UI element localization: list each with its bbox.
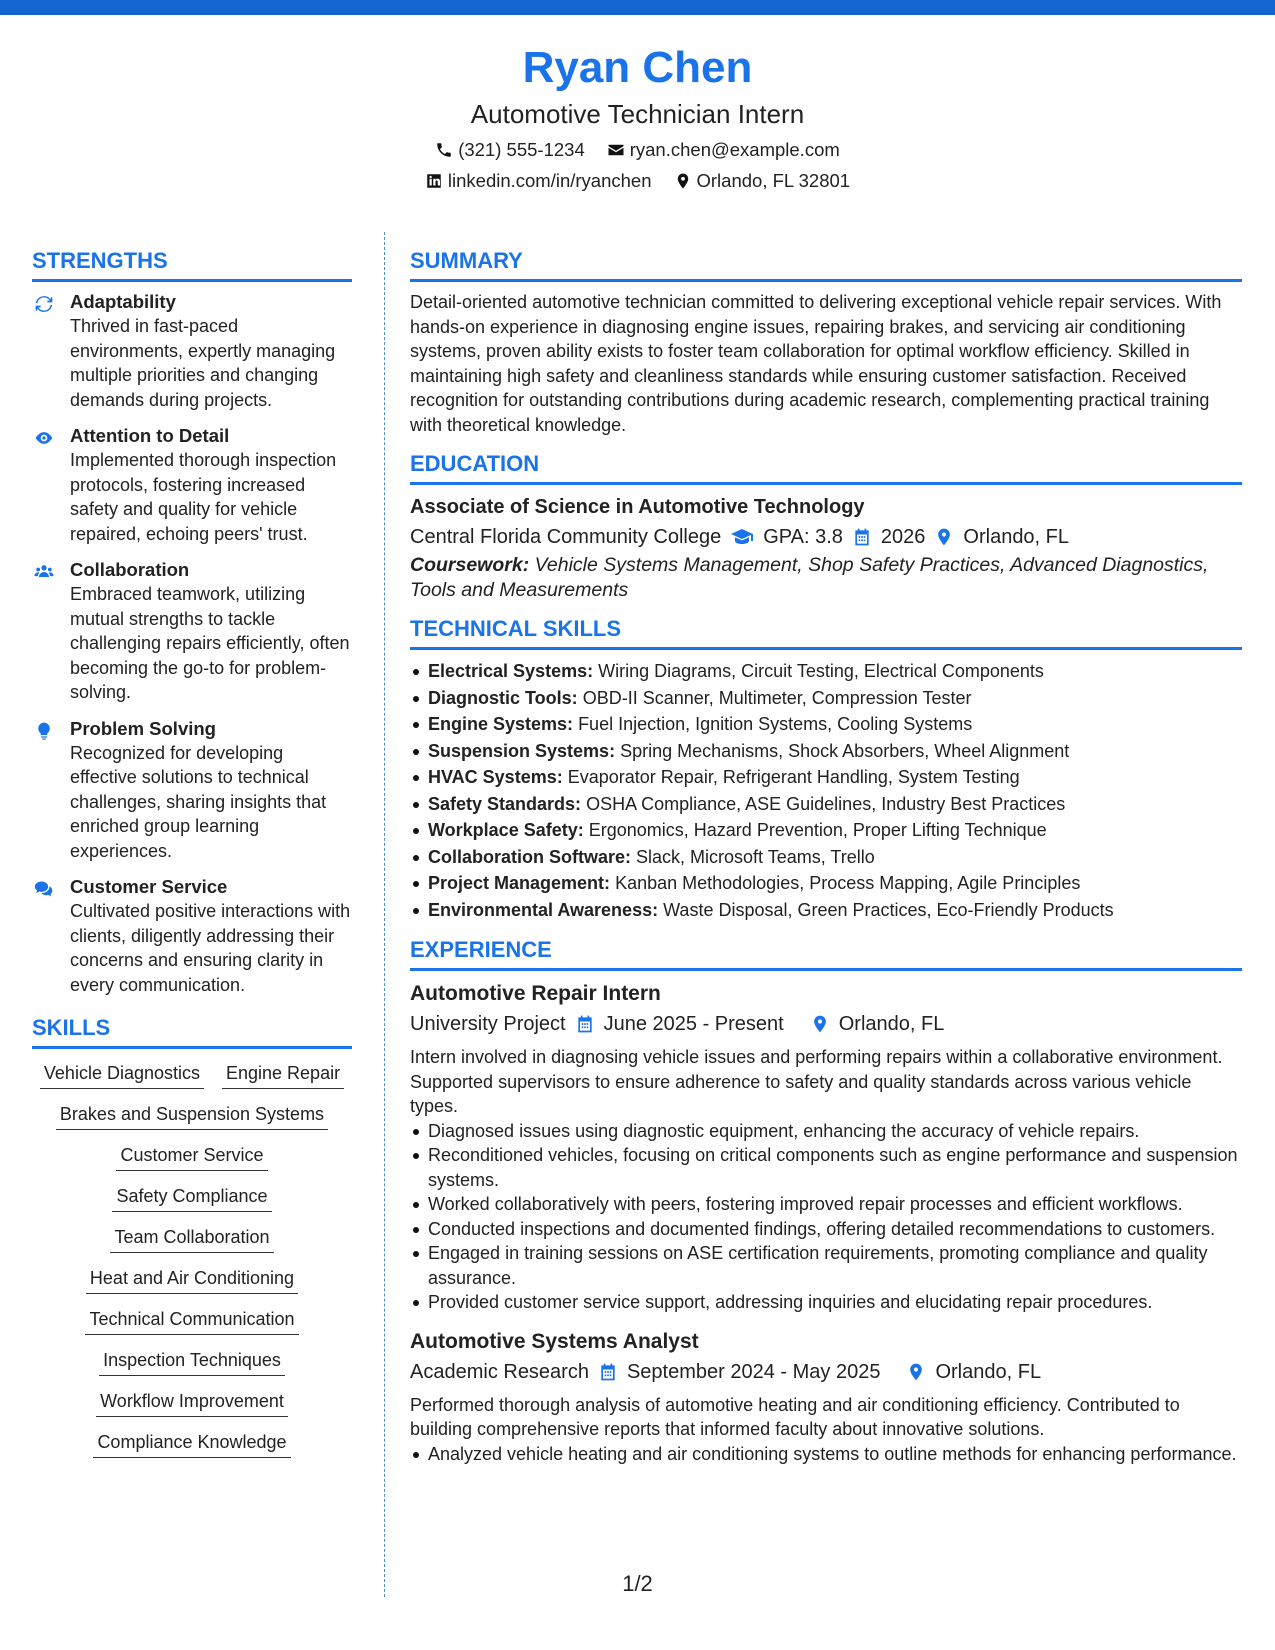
tech-skill-item: Diagnostic Tools: OBD-II Scanner, Multimeter, Compression Tester [410, 685, 1242, 712]
job-description: Performed thorough analysis of automotive heating and air conditioning efficiency. Contributed to building comprehensive reports that informed faculty about innovative solutions. [410, 1394, 1180, 1439]
skill-tag: Compliance Knowledge [93, 1430, 290, 1458]
strength-desc: Embraced teamwork, utilizing mutual strengths to tackle challenging repairs efficiently, often becoming the go-to for problem-solving. [70, 584, 350, 702]
job-org: University Project [410, 1013, 566, 1035]
strength-title: Collaboration [70, 559, 190, 580]
strength-title: Attention to Detail [70, 425, 230, 446]
job-bullet: Conducted inspections and documented findings, offering detailed recommendations to customers. [410, 1217, 1242, 1242]
strength-item [32, 424, 352, 546]
strength-title: Problem Solving [70, 717, 216, 739]
calendar-icon [598, 1362, 618, 1382]
tech-skill-item: Safety Standards: OSHA Compliance, ASE Guidelines, Industry Best Practices [410, 791, 1242, 818]
email-text[interactable]: ryan.chen@example.com [629, 139, 840, 160]
tech-skill-item: HVAC Systems: Evaporator Repair, Refrigerant Handling, System Testing [410, 764, 1242, 791]
calendar-icon [575, 1014, 595, 1034]
candidate-role: Automotive Technician Intern [470, 99, 805, 129]
right-column [410, 248, 1242, 1478]
skill-tag: Vehicle Diagnostics [40, 1061, 204, 1089]
job-meta [410, 1357, 1242, 1387]
education-heading: EDUCATION [410, 451, 1242, 485]
eye-icon [34, 428, 54, 448]
contact-location [674, 169, 851, 193]
summary-text: Detail-oriented automotive technician committed to delivering exceptional vehicle repair services. With hands-on experience in diagnosing engine issues, repairing brakes, and servicing air conditioning systems, proven ability exists to foster team collaboration for optimal workflow efficiency. Skilled in maintaining high safety and cleanliness standards while ensuring customer satisfaction. Received recognition for outstanding contributions during academic research, complementing practical training with theoretical knowledge. [410, 292, 1222, 435]
map-pin-icon [934, 527, 954, 547]
top-accent-bar [0, 0, 1275, 15]
tech-skill-item: Collaboration Software: Slack, Microsoft Teams, Trello [410, 844, 1242, 871]
column-divider [384, 232, 385, 1597]
map-pin-icon [810, 1014, 830, 1034]
tech-skill-item: Engine Systems: Fuel Injection, Ignition Systems, Cooling Systems [410, 711, 1242, 738]
job-org: Academic Research [410, 1360, 589, 1383]
tech-skill-item: Project Management: Kanban Methodologies, Process Mapping, Agile Principles [410, 870, 1242, 897]
education-school: Central Florida Community College [410, 526, 722, 548]
coursework-label: Coursework: [410, 554, 530, 576]
skill-tag: Customer Service [116, 1143, 267, 1171]
job-meta [410, 1009, 1242, 1039]
experience-heading: EXPERIENCE [410, 937, 1242, 971]
phone-text: (321) 555-1234 [458, 139, 585, 160]
strength-item [32, 717, 352, 864]
job-dates: June 2025 - Present [603, 1013, 784, 1035]
job-bullet: Diagnosed issues using diagnostic equipment, enhancing the accuracy of vehicle repairs. [410, 1119, 1242, 1144]
job-location: Orlando, FL [935, 1360, 1042, 1383]
tech-skill-item: Environmental Awareness: Waste Disposal, Green Practices, Eco-Friendly Products [410, 897, 1242, 924]
job-entry [410, 979, 1242, 1315]
strength-desc: Cultivated positive interactions with clients, diligently addressing their concerns and ensuring clarity in every communication. [70, 901, 351, 995]
strength-desc: Recognized for developing effective solutions to technical challenges, sharing insights that enriched group learning experiences. [70, 742, 327, 861]
candidate-name: Ryan Chen [522, 43, 753, 92]
resume-header [0, 40, 1275, 193]
strength-item [32, 558, 352, 705]
job-dates: September 2024 - May 2025 [626, 1360, 881, 1383]
page-number: 1/2 [622, 1571, 653, 1596]
strength-desc: Thrived in fast-paced environments, expertly managing multiple priorities and changing demands during projects. [70, 316, 336, 410]
coursework-text: Vehicle Systems Management, Shop Safety Practices, Advanced Diagnostics, Tools and Measurements [410, 554, 1209, 601]
contact-email[interactable] [607, 138, 840, 162]
skills-heading: SKILLS [32, 1015, 352, 1049]
lightbulb-icon [34, 721, 54, 741]
skill-tag: Workflow Improvement [96, 1389, 288, 1417]
strength-title: Customer Service [70, 876, 228, 897]
job-bullet: Analyzed vehicle heating and air conditioning systems to outline methods for enhancing performance. [410, 1442, 1242, 1467]
tech-skill-item: Workplace Safety: Ergonomics, Hazard Prevention, Proper Lifting Technique [410, 817, 1242, 844]
skill-tag: Safety Compliance [112, 1184, 271, 1212]
comments-icon [34, 879, 54, 899]
calendar-icon [852, 527, 872, 547]
tech-skill-item: Suspension Systems: Spring Mechanisms, Shock Absorbers, Wheel Alignment [410, 738, 1242, 765]
job-bullet: Engaged in training sessions on ASE certification requirements, promoting compliance and quality assurance. [410, 1241, 1242, 1290]
strengths-heading: STRENGTHS [32, 248, 352, 282]
strength-item [32, 290, 352, 412]
job-bullet: Reconditioned vehicles, focusing on critical components such as engine performance and suspension systems. [410, 1143, 1242, 1192]
linkedin-text[interactable]: linkedin.com/in/ryanchen [447, 170, 652, 191]
education-coursework [410, 553, 1242, 602]
skill-tag: Engine Repair [222, 1061, 344, 1089]
users-icon [34, 562, 54, 582]
skill-tag: Brakes and Suspension Systems [56, 1102, 328, 1130]
skill-tag: Heat and Air Conditioning [86, 1266, 298, 1294]
contact-row-2 [0, 169, 1275, 193]
contact-row-1 [0, 138, 1275, 162]
skill-tag-list [32, 1057, 352, 1458]
location-text: Orlando, FL 32801 [696, 170, 851, 191]
job-location: Orlando, FL [838, 1013, 945, 1035]
education-year: 2026 [880, 526, 926, 548]
skill-tag: Inspection Techniques [99, 1348, 285, 1376]
contact-phone [435, 138, 585, 162]
skills-section [32, 1015, 352, 1458]
technical-skills-heading: TECHNICAL SKILLS [410, 616, 1242, 650]
strength-title: Adaptability [70, 291, 176, 312]
education-meta [410, 521, 1242, 553]
envelope-icon [607, 141, 625, 159]
map-pin-icon [906, 1362, 926, 1382]
contact-linkedin[interactable] [425, 169, 652, 193]
map-pin-icon [674, 172, 692, 190]
graduation-cap-icon [730, 525, 754, 549]
left-column [32, 248, 352, 1458]
education-location: Orlando, FL [963, 526, 1070, 548]
tech-skill-item: Electrical Systems: Wiring Diagrams, Circuit Testing, Electrical Components [410, 658, 1242, 685]
summary-heading: SUMMARY [410, 248, 1242, 282]
phone-icon [435, 141, 453, 159]
education-gpa: GPA: 3.8 [763, 526, 843, 548]
job-description: Intern involved in diagnosing vehicle issues and performing repairs within a collaborative environment. Supported supervisors to ensure adherence to safety and quality standards across various vehicle types. [410, 1047, 1223, 1116]
job-bullets [410, 1442, 1242, 1467]
sync-icon [34, 294, 54, 314]
skill-tag: Technical Communication [85, 1307, 298, 1335]
job-title: Automotive Repair Intern [410, 982, 661, 1005]
job-bullet: Provided customer service support, addressing inquiries and elucidating repair procedures. [410, 1290, 1242, 1315]
job-title: Automotive Systems Analyst [410, 1329, 699, 1353]
education-degree: Associate of Science in Automotive Technology [410, 496, 865, 518]
strength-item [32, 875, 352, 997]
linkedin-icon [425, 172, 443, 190]
skill-tag: Team Collaboration [110, 1225, 273, 1253]
job-bullet: Worked collaboratively with peers, fostering improved repair processes and efficient workflows. [410, 1192, 1242, 1217]
technical-skills-list [410, 658, 1242, 923]
job-entry [410, 1327, 1242, 1467]
strength-desc: Implemented thorough inspection protocols, fostering increased safety and quality for vehicle repaired, echoing peers' trust. [70, 450, 337, 544]
job-bullets [410, 1119, 1242, 1315]
